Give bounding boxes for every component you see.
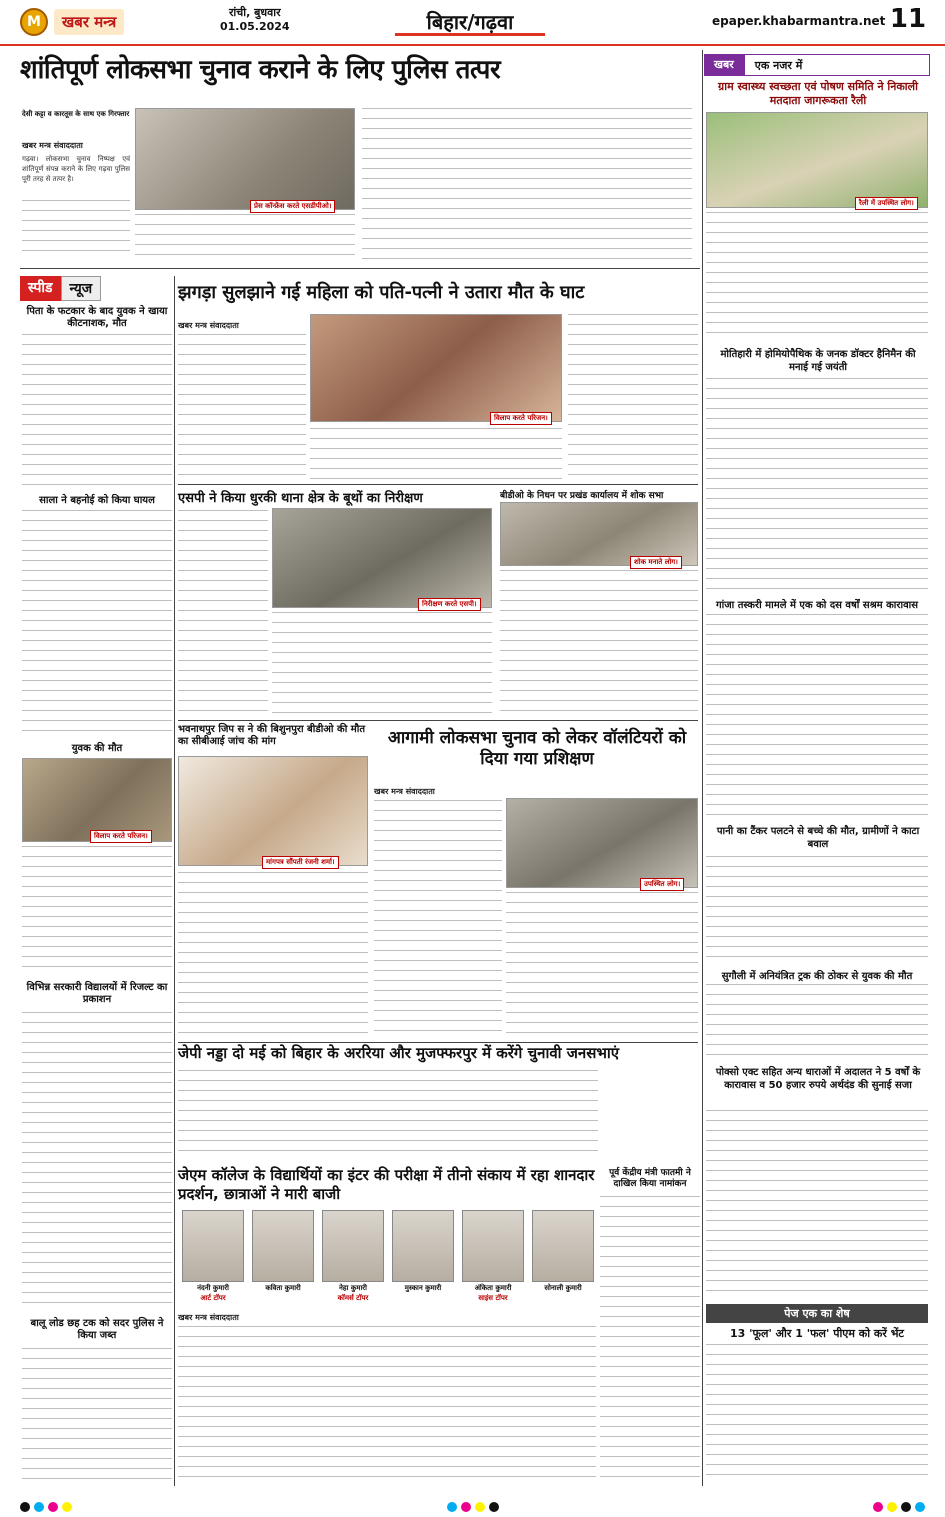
speed-item3-text [22, 846, 172, 976]
bdo-headline: बीडीओ के निधन पर प्रखंड कार्यालय में शोक सभा [500, 491, 664, 501]
nazar-photo [706, 112, 928, 208]
speed-item5-head: बालू लोड छह टक को सदर पुलिस ने किया जब्त [30, 1318, 164, 1341]
color-dots-mid [447, 1502, 499, 1512]
brand-logo-icon: M [20, 8, 48, 36]
volunteer-text-2 [506, 892, 698, 1040]
jhagda-text-1 [178, 334, 306, 482]
bdo-text [500, 570, 698, 716]
student-name: नेहा कुमारी [339, 1284, 367, 1292]
student-photo [392, 1210, 454, 1282]
nazar-tag-a: खबर [704, 54, 744, 76]
sp-photo [272, 508, 492, 608]
volunteer-text-1 [374, 800, 502, 1040]
student-photo [322, 1210, 384, 1282]
section-rule [178, 1042, 698, 1043]
lead-byline: खबर मन्त्र संवाददाता [22, 141, 83, 150]
nazar-story2-head: मोतिहारी में होमियोपैथिक के जनक डॉक्टर हैनिमैन की मनाई गई जयंती [720, 349, 916, 373]
jm-headline: जेएम कॉलेज के विद्यार्थियों का इंटर की परीक्षा में तीनो संकाय में रहा शानदार प्रदर्शन, छात्राओं ने मारी बाजी [178, 1166, 595, 1203]
jm-text [178, 1326, 596, 1482]
section-rule [20, 268, 700, 269]
nadda-text [178, 1070, 598, 1160]
lead-photo-caption: प्रेस कॉन्फ्रेंस करते एसडीपीओ। [250, 200, 335, 213]
student-tag: साइंस टॉपर [478, 1294, 508, 1302]
student-name: अंकिता कुमारी [474, 1284, 512, 1292]
nazar-photo-caption: रैली में उपस्थित लोग। [855, 197, 918, 210]
nazar-story6-head: पोक्सो एक्ट सहित अन्य धाराओं में अदालत ने 5 वर्षों के कारावास व 50 हजार रुपये अर्थदंड की सुनाई सजा [715, 1067, 921, 1091]
student-name: सोनाली कुमारी [544, 1284, 582, 1292]
lead-photo [135, 108, 355, 210]
speed-tag-b: न्यूज [61, 276, 102, 301]
speed-item1-text [22, 334, 172, 488]
speed-item4-text [22, 1012, 172, 1312]
speed-item2-text [22, 510, 172, 734]
brand-name: खबर मन्त्र [54, 9, 124, 35]
nazar-tag [704, 54, 930, 76]
sp-photo-caption: निरीक्षण करते एसपी। [418, 598, 481, 611]
speed-item3-head: युवक की मौत [71, 743, 123, 754]
student-name: मुस्कान कुमारी [404, 1284, 442, 1292]
nazar-story5-head: सुगौली में अनियंत्रित ट्रक की ठोकर से युवक की मौत [721, 971, 913, 982]
nazar-story3-text [706, 614, 928, 822]
lead-text-2 [135, 214, 355, 262]
jhagda-headline: झगड़ा सुलझाने गई महिला को पति-पत्नी ने उतारा मौत के घाट [178, 282, 585, 303]
jhagda-byline: खबर मन्त्र संवाददाता [178, 321, 239, 330]
volunteer-photo [506, 798, 698, 888]
volunteer-byline: खबर मन्त्र संवाददाता [374, 787, 435, 796]
speed-tag-a: स्पीड [20, 276, 61, 301]
section-rule [178, 720, 698, 721]
section-rule [178, 484, 698, 485]
nadda-side-head: पूर्व केंद्रीय मंत्री फातमी ने दाखिल किया नामांकन [609, 1168, 691, 1189]
nazar-story4-head: पानी का टैंकर पलटने से बच्चे की मौत, ग्रामीणों ने काटा बवाल [716, 826, 920, 850]
jhagda-text-3 [568, 314, 698, 482]
nadda-headline: जेपी नड्डा दो मई को बिहार के अररिया और मुजफ्फरपुर में करेंगे चुनावी जनसभाएं [178, 1044, 620, 1062]
speed-item3-caption: विलाप करते परिजन। [90, 830, 152, 843]
nadda-side-text [600, 1196, 700, 1482]
student-name: कविता कुमारी [265, 1284, 301, 1292]
jhagda-photo-caption: विलाप करते परिजन। [490, 412, 552, 425]
student-photo [462, 1210, 524, 1282]
jhagda-photo [310, 314, 562, 422]
nazar-story2-text [706, 378, 928, 592]
nazar-headline: ग्राम स्वास्थ्य स्वच्छता एवं पोषण समिति ने निकाली मतदाता जागरूकता रैली [718, 80, 918, 107]
nazar-box-head: 13 'फूल' और 1 'फल' पीएम को करें भेंट [730, 1327, 904, 1340]
print-registration-bar [0, 1496, 945, 1517]
brand [20, 8, 124, 36]
masthead [0, 0, 945, 46]
color-dots-left [20, 1502, 72, 1512]
site-url[interactable]: epaper.khabarmantra.net [712, 14, 886, 28]
nazar-box-label: पेज एक का शेष [706, 1304, 928, 1323]
nazar-box-text [706, 1344, 928, 1482]
dateline [220, 6, 290, 34]
speed-item1-head: पिता के फटकार के बाद युवक ने खाया कीटनाशक, मौत [26, 306, 168, 329]
column-rule [174, 276, 175, 1486]
nazar-story3-head: गांजा तस्करी मामले में एक को दस वर्षों सश्रम कारावास [716, 600, 918, 611]
lead-intro: गढ़वा। लोकसभा चुनाव निष्पक्ष एवं शांतिपूर्ण संपन्न कराने के लिए गढ़वा पुलिस पूरी तरह से तत्पर है। [22, 155, 130, 183]
bhawnathpur-photo [178, 756, 368, 866]
student-photo [182, 1210, 244, 1282]
bhawnathpur-headline: भवनाथपुर जिप स ने की बिशुनपुरा बीडीओ की मौत का सीबीआई जांच की मांग [178, 724, 366, 747]
sp-text-1 [178, 510, 268, 716]
student-tag: आर्ट टॉपर [200, 1294, 226, 1302]
jhagda-text-2 [310, 428, 562, 482]
nazar-story5-text [706, 984, 928, 1062]
sp-headline: एसपी ने किया धुरकी थाना क्षेत्र के बूथों का निरीक्षण [178, 491, 423, 506]
speed-item2-head: साला ने बहनोई को किया घायल [39, 495, 155, 506]
nazar-story6-text [706, 1110, 928, 1298]
bhawnathpur-photo-caption: मांगपत्र सौंपती रंजनी शर्मा। [262, 856, 339, 869]
nazar-tag-b: एक नजर में [744, 54, 930, 76]
volunteer-photo-caption: उपस्थित लोग। [640, 878, 684, 891]
lead-text [22, 200, 130, 260]
column-rule [702, 50, 703, 1486]
lead-headline: शांतिपूर्ण लोकसभा चुनाव कराने के लिए पुलिस तत्पर [20, 55, 501, 85]
city-day: रांची, बुधवार [228, 6, 281, 19]
jm-byline: खबर मन्त्र संवाददाता [178, 1313, 239, 1322]
nazar-story4-text [706, 856, 928, 966]
student-tag: कॉमर्स टॉपर [337, 1294, 369, 1302]
bhawnathpur-text [178, 872, 368, 1040]
student-photo [532, 1210, 594, 1282]
student-name: नंदनी कुमारी [197, 1284, 229, 1292]
volunteer-headline: आगामी लोकसभा चुनाव को लेकर वॉलंटियरों को दिया गया प्रशिक्षण [387, 728, 687, 769]
bdo-photo-caption: शोक मनाते लोग। [630, 556, 682, 569]
color-dots-right [873, 1502, 925, 1512]
speed-item5-text [22, 1348, 172, 1482]
sp-text-2 [272, 612, 492, 716]
page-number: 11 [886, 4, 930, 40]
speed-news-tag [20, 276, 101, 301]
student-photo [252, 1210, 314, 1282]
nazar-text [706, 212, 928, 342]
section-title: बिहार/गढ़वा [395, 8, 545, 36]
lead-text-3 [362, 108, 692, 262]
lead-kicker: देसी कट्टा व कारतूस के साथ एक गिरफ्तार [22, 110, 130, 118]
issue-date: 01.05.2024 [220, 20, 290, 33]
speed-item4-head: विभिन्न सरकारी विद्यालयों में रिजल्ट का प्रकाशन [26, 982, 168, 1005]
